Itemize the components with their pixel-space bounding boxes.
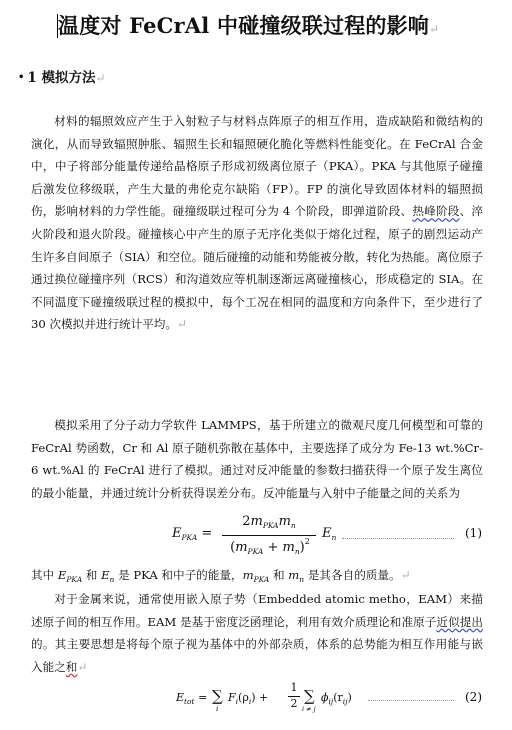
eq2-half-denominator: 2 xyxy=(290,697,298,710)
paragraph-mark-icon: ↵ xyxy=(429,22,440,36)
eq1-numerator: $2m_{PKA}m_n$ xyxy=(242,514,296,530)
eq1-fraction-line xyxy=(222,535,316,536)
eq2-pair-term: $\phi_{ij}(r_{ij})$ xyxy=(321,691,352,706)
eq2-sum-2: ∑ xyxy=(304,687,315,705)
eq2-embed-term: $F_i(\rho_i)$ + xyxy=(228,691,269,706)
paragraph-1-text-a: 材料的辐照效应产生于入射粒子与材料点阵原子的相互作用，造成缺陷和微结构的演化，从而导致辐照肿胀、辐照生长和辐照硬化脆化等燃料性能变化。在 FeCrAl 合金中，中子将部分能量传递给晶格原子形成初级离位原子（PKA）。PKA 与其他原子碰撞后激发位移级联，产生大量的弗伦克尔缺陷（FP）。FP 的演化导致固体材料的辐照损伤，影响材料的力学性能。碰撞级联过程可分为 4 个阶段，即弹道阶段、 xyxy=(31,114,483,219)
eq2-sum-2-index: i ≠ j xyxy=(302,705,316,713)
grammar-flagged-text: 近似提出 xyxy=(436,614,483,629)
paragraph-3[interactable]: 其中 $E_{PKA}$ 和 $E_n$ 是 PKA 和中子的能量，$m_{PKA}$ 和 $m_n$ 是其各自的质量。↵ xyxy=(31,568,411,584)
paragraph-2[interactable] xyxy=(31,414,483,504)
equation-1[interactable] xyxy=(172,514,482,558)
eq2-sum-1: ∑ xyxy=(212,687,223,705)
section-heading-text: 1 模拟方法 xyxy=(27,70,96,86)
eq2-lhs: $E_{tot}$ = xyxy=(176,691,208,706)
paragraph-4-text-a: 对于金属来说，通常使用嵌入原子势（Embedded atomic metho，EAM）来描述原子间的相互作用。EAM 是基于密度泛函理论，利用有效介质理论和准原子 xyxy=(31,592,483,629)
eq1-rhs: $E_n$ xyxy=(322,526,337,542)
paragraph-2-text: 模拟采用了分子动力学软件 LAMMPS，基于所建立的微观尺度几何模型和可靠的 FeCrAl 势函数，Cr 和 Al 原子随机弥散在基体中，主要选择了成分为 Fe-13 wt.%Cr-6 wt.%Al 的 FeCrAl 进行了模拟。通过对反冲能量的参数扫描获得一个原子发生离位的最小能量，并通过统计分析获得误差分布。反冲能量与入射中子能量之间的关系为 xyxy=(31,418,483,500)
equation-number-1: (1) xyxy=(465,526,482,540)
eq2-sum-1-index: i xyxy=(216,705,219,713)
eq1-lhs: $E_{PKA}$ = xyxy=(172,526,213,542)
eq1-denominator: $(m_{PKA} + m_n)^2$ xyxy=(230,537,310,556)
equation-number-2: (2) xyxy=(465,690,482,704)
eq2-half-numerator: 1 xyxy=(290,681,298,694)
heading-bullet-icon: • xyxy=(18,72,25,83)
document-title[interactable] xyxy=(58,10,498,40)
eq2-leader-dots xyxy=(368,700,454,701)
paragraph-mark-icon: ↵ xyxy=(176,317,188,332)
paragraph-4[interactable] xyxy=(31,588,483,678)
paragraph-4-text-b: 的。其主要思想是将每个原子视为基体中的外部杂质，体系的总势能为相互作用能与嵌入能之 xyxy=(31,637,483,674)
eq1-leader-dots xyxy=(342,538,454,539)
equation-2[interactable] xyxy=(176,681,482,714)
section-heading[interactable] xyxy=(18,66,106,86)
grammar-flagged-text: 热峰阶段 xyxy=(412,204,460,219)
spelling-flagged-text: 和 xyxy=(65,659,78,674)
paragraph-3-text-a: 其中 xyxy=(31,568,58,582)
paragraph-1[interactable] xyxy=(31,110,483,336)
title-text: 温度对 FeCrAl 中碰撞级联过程的影响 xyxy=(58,13,429,38)
paragraph-mark-icon: ↵ xyxy=(77,659,88,674)
paragraph-mark-icon: ↵ xyxy=(95,71,106,85)
paragraph-mark-icon: ↵ xyxy=(400,568,411,582)
paragraph-1-text-b: 、淬火阶段和退火阶段。碰撞核心中产生的原子无序化类似于熔化过程，原子的剧烈运动产生许多自间原子（SIA）和空位。随后碰撞的动能和势能被分散，转化为热能。离位原子通过换位碰撞序列（RCS）和沟道效应等机制逐渐远离碰撞核心，形成稳定的 SIA。在不同温度下碰撞级联过程的模拟中，每个工况在相同的温度和方向条件下，至少进行了 30 次模拟并进行统计平均。 xyxy=(31,204,483,332)
